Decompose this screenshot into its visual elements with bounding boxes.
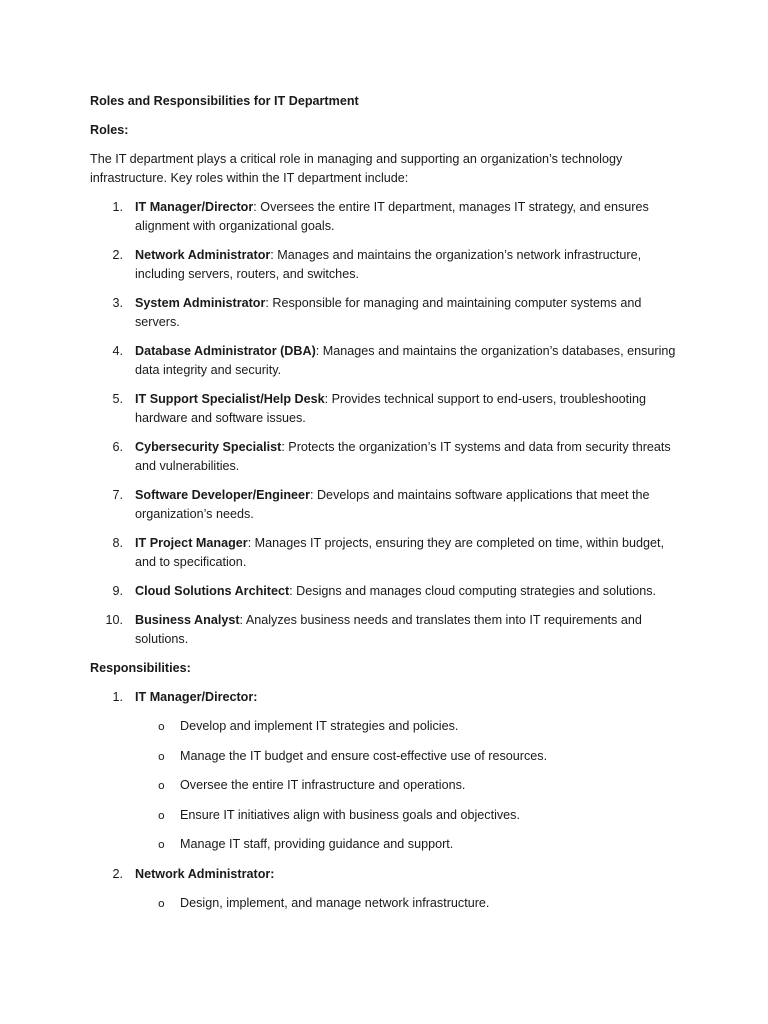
role-term: Business Analyst: [135, 613, 240, 627]
role-description: : Responsible for managing and maintaining computer systems and servers.: [135, 296, 642, 329]
roles-list: [90, 198, 680, 649]
sub-item-text: Manage the IT budget and ensure cost-effective use of resources.: [180, 748, 548, 763]
list-item: [90, 611, 680, 649]
role-term: Cloud Solutions Architect: [135, 584, 290, 598]
role-term: Software Developer/Engineer: [135, 488, 310, 502]
list-item: [90, 582, 680, 601]
role-description: : Manages IT projects, ensuring they are completed on time, within budget, and to specification.: [135, 536, 664, 569]
role-term: Cybersecurity Specialist: [135, 440, 282, 454]
role-term: Network Administrator: [135, 248, 271, 262]
list-number: 1.: [112, 690, 123, 704]
sub-list-item: [135, 806, 680, 825]
list-number: 6.: [112, 440, 123, 454]
list-item: [90, 246, 680, 284]
sub-list-item: [135, 717, 680, 736]
list-item: [90, 486, 680, 524]
sub-item-text: Design, implement, and manage network infrastructure.: [180, 895, 490, 910]
list-item: [90, 198, 680, 236]
responsibilities-list: [90, 688, 680, 913]
document-title: Roles and Responsibilities for IT Department: [90, 94, 359, 108]
list-number: 5.: [112, 392, 123, 406]
sub-item-text: Develop and implement IT strategies and policies.: [180, 719, 459, 733]
list-item: [90, 390, 680, 428]
bullet-icon: o: [158, 838, 165, 851]
sub-item-text: Ensure IT initiatives align with business goals and objectives.: [180, 807, 520, 822]
intro-paragraph: The IT department plays a critical role in managing and supporting an organization’s technology infrastructure. Key roles within the IT department include:: [90, 152, 623, 185]
list-number: 1.: [112, 200, 123, 214]
responsibility-term: IT Manager/Director:: [135, 690, 258, 704]
list-item: [90, 438, 680, 476]
bullet-icon: o: [158, 720, 165, 733]
sub-list: [135, 717, 680, 854]
list-number: 2.: [112, 248, 123, 262]
list-number: 3.: [112, 296, 123, 310]
bullet-icon: o: [158, 896, 165, 910]
sub-list-item: [135, 776, 680, 795]
list-number: 10.: [105, 613, 123, 627]
list-number: 7.: [112, 488, 123, 502]
sub-item-text: Oversee the entire IT infrastructure and operations.: [180, 778, 466, 792]
role-description: : Analyzes business needs and translates them into IT requirements and solutions.: [135, 613, 642, 646]
list-number: 8.: [112, 536, 123, 550]
role-term: IT Manager/Director: [135, 200, 254, 214]
role-term: System Administrator: [135, 296, 266, 310]
role-description: : Manages and maintains the organization’s databases, ensuring data integrity and security.: [135, 344, 676, 377]
bullet-icon: o: [158, 779, 165, 792]
role-description: : Manages and maintains the organization’s network infrastructure, including servers, routers, and switches.: [135, 248, 642, 281]
responsibility-term: Network Administrator:: [135, 866, 275, 881]
role-description: : Develops and maintains software applications that meet the organization’s needs.: [135, 488, 650, 521]
list-number: 4.: [112, 344, 123, 358]
sub-item-text: Manage IT staff, providing guidance and support.: [180, 837, 454, 851]
sub-list-item: [135, 747, 680, 766]
role-description: : Designs and manages cloud computing strategies and solutions.: [289, 584, 657, 598]
sub-list: [135, 894, 680, 913]
list-item: [90, 294, 680, 332]
role-description: : Oversees the entire IT department, manages IT strategy, and ensures alignment with organizational goals.: [135, 200, 649, 233]
bullet-icon: o: [158, 749, 165, 763]
list-item: [90, 534, 680, 572]
list-item: [90, 342, 680, 380]
responsibilities-heading: Responsibilities:: [90, 661, 191, 675]
role-term: IT Support Specialist/Help Desk: [135, 392, 325, 406]
document-content: [90, 92, 680, 923]
list-item: [90, 688, 680, 854]
role-term: IT Project Manager: [135, 536, 248, 550]
list-number: 2.: [112, 866, 123, 881]
role-description: : Protects the organization’s IT systems and data from security threats and vulnerabilities.: [135, 440, 671, 473]
list-item: [90, 865, 680, 913]
role-term: Database Administrator (DBA): [135, 344, 316, 358]
roles-heading: Roles:: [90, 123, 129, 137]
list-number: 9.: [112, 584, 123, 598]
bullet-icon: o: [158, 808, 165, 822]
sub-list-item: [135, 894, 680, 913]
sub-list-item: [135, 835, 680, 854]
role-description: : Provides technical support to end-users, troubleshooting hardware and software issues.: [135, 392, 646, 425]
